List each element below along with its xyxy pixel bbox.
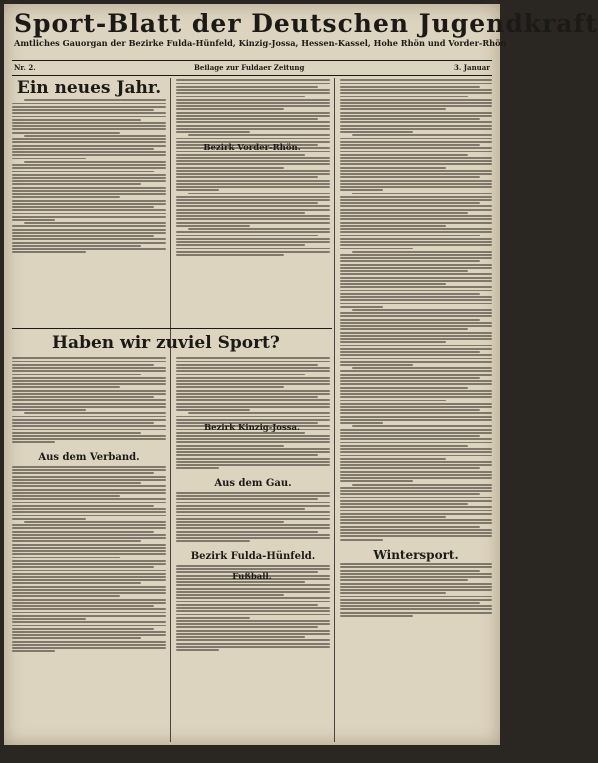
column-divider-2 <box>334 78 335 742</box>
heading-winter-sport: Wintersport. <box>373 547 459 562</box>
heading-football: Fußball. <box>232 572 272 582</box>
column-divider-1 <box>170 78 171 742</box>
column-right <box>340 78 492 742</box>
issue-supplement: Beilage zur Fuldaer Zeitung <box>194 63 305 72</box>
heading-vorder-rhoen: Bezirk Vorder-Rhön. <box>203 143 301 153</box>
section-football <box>176 571 328 583</box>
heading-fulda-huenfeld: Bezirk Fulda-Hünfeld. <box>190 550 316 562</box>
masthead <box>14 9 598 49</box>
issue-number: Nr. 2. <box>14 63 36 72</box>
heading-from-association: Aus dem Verband. <box>38 451 140 463</box>
section-vorder-rhoen <box>176 142 328 154</box>
issue-line <box>14 62 490 74</box>
masthead-subtitle: Amtliches Gauorgan der Bezirke Fulda-Hünfeld, Kinzig-Jossa, Hessen-Kassel, Hohe Rhön und Vorder-Rhön <box>14 38 507 48</box>
headline-too-much-sport: Haben wir zuviel Sport? <box>52 333 280 353</box>
article-too-much-sport <box>12 332 332 353</box>
masthead-rule-top <box>12 60 492 61</box>
masthead-rule-bottom <box>12 75 492 76</box>
section-kinzig-jossa <box>176 422 328 434</box>
issue-date: 3. Januar <box>454 63 490 72</box>
heading-from-gau: Aus dem Gau. <box>214 477 292 489</box>
newspaper-page <box>4 4 598 745</box>
masthead-title: Sport-Blatt der Deutschen Jugendkraft <box>14 9 598 38</box>
headline-new-year: Ein neues Jahr. <box>16 78 162 98</box>
column-left-lower <box>12 356 166 742</box>
column-middle-upper <box>176 78 330 328</box>
heading-kinzig-jossa: Bezirk Kinzig-Jossa. <box>203 423 301 433</box>
column-middle-lower <box>176 356 330 742</box>
